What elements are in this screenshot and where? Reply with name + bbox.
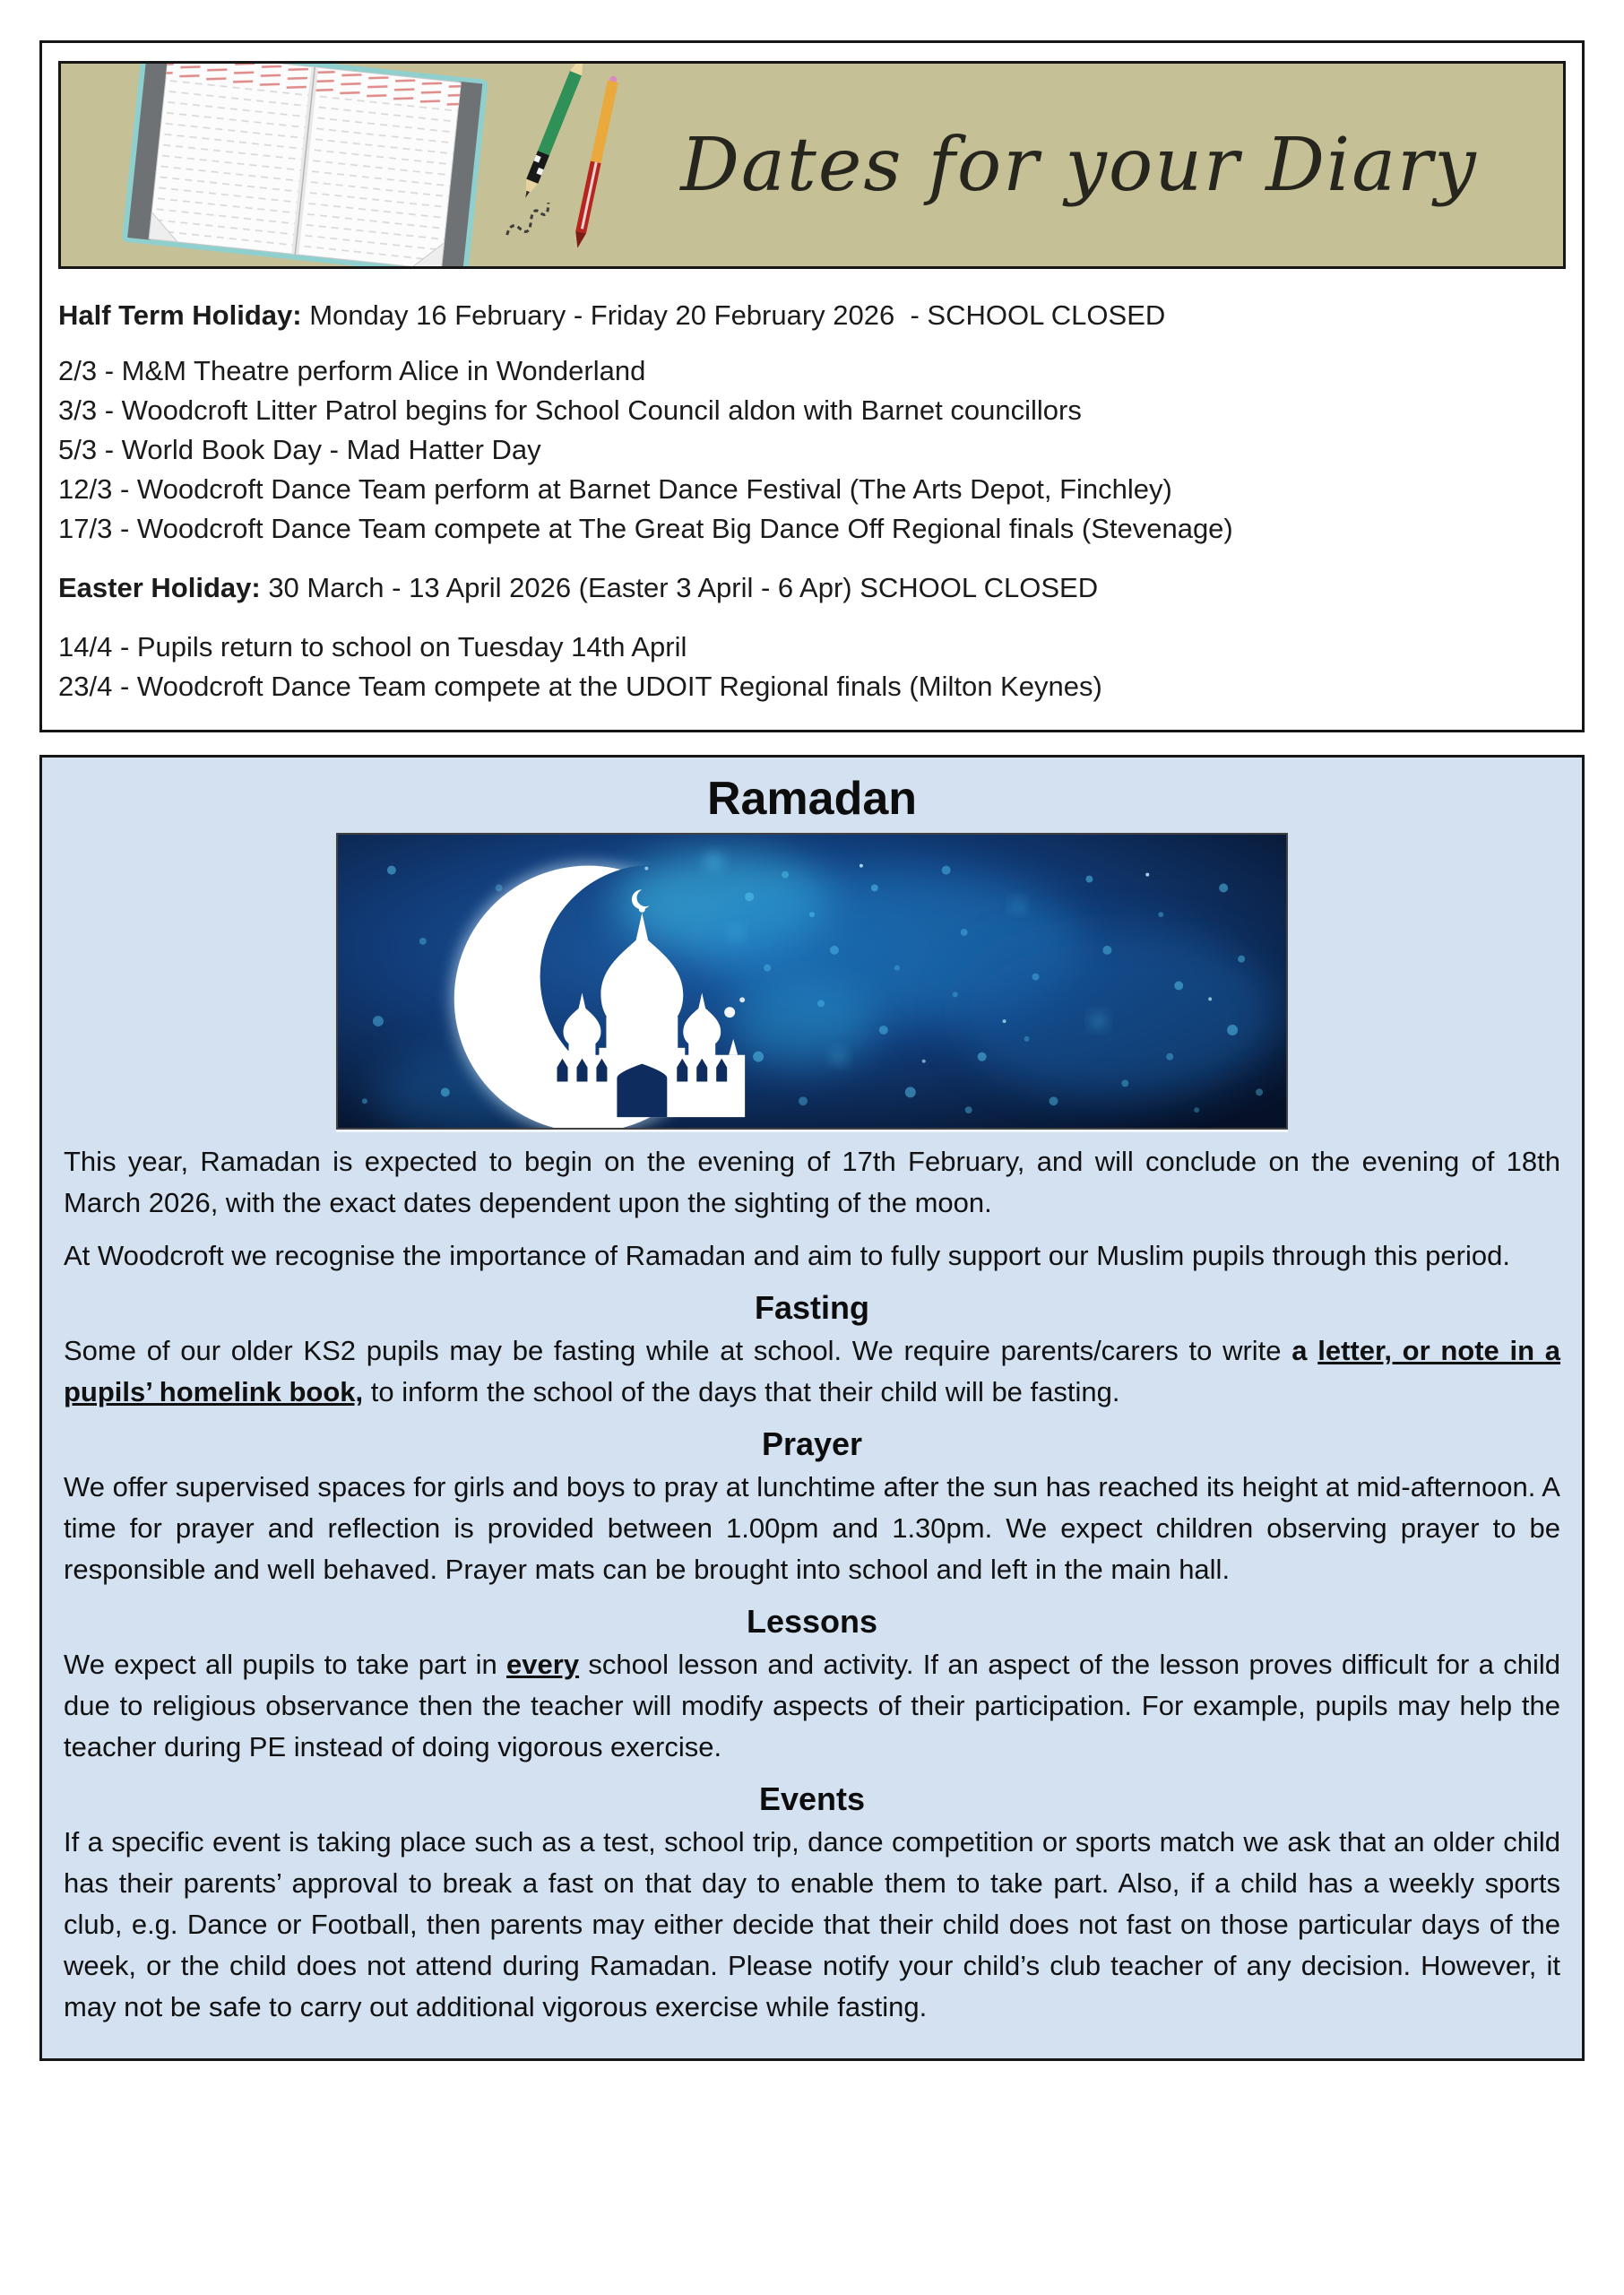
half-term-label: Half Term Holiday: bbox=[58, 299, 302, 331]
ramadan-title: Ramadan bbox=[706, 773, 918, 825]
list-item: 2/3 - M&M Theatre perform Alice in Wonderland bbox=[58, 355, 646, 386]
lessons-heading: Lessons bbox=[746, 1603, 878, 1640]
ramadan-intro-2: At Woodcroft we recognise the importance of Ramadan and aim to fully support our Muslim pupils through this period. bbox=[64, 1240, 1510, 1271]
pen-icon bbox=[573, 75, 619, 249]
lessons-text: We expect all pupils to take part in bbox=[64, 1649, 507, 1680]
list-item: 12/3 - Woodcroft Dance Team perform at Barnet Dance Festival (The Arts Depot, Finchley) bbox=[58, 473, 1172, 505]
april-events-list bbox=[58, 628, 1566, 706]
events-paragraph: If a specific event is taking place such as a test, school trip, dance competition or sports match we ask that an older child has their parents’ approval to break a fast on that day to enable them to take part. Also, if a child has a weekly sports club, e.g. Dance or Football, then parents may either decide that their child does not fast on those particular days of the week, or the child does not attend during Ramadan. Please notify your child’s club teacher of any decision. However, it may not be safe to carry out additional vigorous exercise while fasting. bbox=[64, 1826, 1560, 2022]
banner-title: Dates for your Diary bbox=[680, 122, 1478, 208]
prayer-paragraph: We offer supervised spaces for girls and boys to pray at lunchtime after the sun has reached its height at mid-afternoon. A time for prayer and reflection is provided between 1.00pm and 1.30pm. We expect children observing prayer to be responsible and well behaved. Prayer mats can be brought into school and left in the main hall. bbox=[64, 1471, 1560, 1585]
lessons-bold-underline: every bbox=[506, 1649, 580, 1680]
scribble-icon bbox=[502, 203, 555, 238]
half-term-text: Monday 16 February - Friday 20 February 2026 - SCHOOL CLOSED bbox=[301, 299, 1166, 331]
list-item: 23/4 - Woodcroft Dance Team compete at the UDOIT Regional finals (Milton Keynes) bbox=[58, 671, 1102, 702]
easter-text: 30 March - 13 April 2026 (Easter 3 April - 6 Apr) SCHOOL CLOSED bbox=[260, 572, 1099, 603]
diary-illustration bbox=[61, 64, 626, 266]
lessons-text-end: school lesson and activity. If an aspect of the lesson proves difficult for a child due to religious observance then the teacher will modify aspects of their participation. For example, pupils may help the teacher during PE instead of doing vigorous exercise. bbox=[64, 1649, 1560, 1762]
ramadan-image bbox=[336, 833, 1288, 1130]
ramadan-card bbox=[39, 755, 1585, 2061]
events-heading: Events bbox=[758, 1780, 866, 1817]
lessons-paragraph bbox=[64, 1644, 1560, 1768]
list-item: 14/4 - Pupils return to school on Tuesday 14th April bbox=[58, 631, 687, 663]
easter-label: Easter Holiday: bbox=[58, 572, 261, 603]
fasting-text-end: to inform the school of the days that their child will be fasting. bbox=[363, 1376, 1120, 1407]
list-item: 3/3 - Woodcroft Litter Patrol begins for School Council aldon with Barnet councillors bbox=[58, 394, 1082, 426]
list-item: 5/3 - World Book Day - Mad Hatter Day bbox=[58, 434, 541, 465]
diary-icon bbox=[122, 64, 488, 266]
fasting-text: Some of our older KS2 pupils may be fasting while at school. We require parents/carers to write bbox=[64, 1335, 1292, 1366]
fasting-paragraph bbox=[64, 1330, 1560, 1413]
diary-banner bbox=[58, 61, 1566, 269]
fasting-bold: a bbox=[1291, 1335, 1318, 1366]
half-term-line bbox=[58, 296, 1566, 335]
list-item: 17/3 - Woodcroft Dance Team compete at The Great Big Dance Off Regional finals (Stevenage) bbox=[58, 513, 1233, 544]
easter-line bbox=[58, 568, 1566, 608]
prayer-heading: Prayer bbox=[761, 1425, 863, 1462]
fasting-bold-underline: letter, or note in a pupils’ homelink book, bbox=[64, 1335, 1561, 1407]
ramadan-intro-1: This year, Ramadan is expected to begin on the evening of 17th February, and will conclude on the evening of 18th March 2026, with the exact dates dependent upon the sighting of the moon. bbox=[64, 1146, 1560, 1218]
dates-card bbox=[39, 40, 1585, 732]
fasting-heading: Fasting bbox=[754, 1289, 869, 1326]
pencil-icon bbox=[520, 64, 590, 200]
march-events-list bbox=[58, 351, 1566, 549]
